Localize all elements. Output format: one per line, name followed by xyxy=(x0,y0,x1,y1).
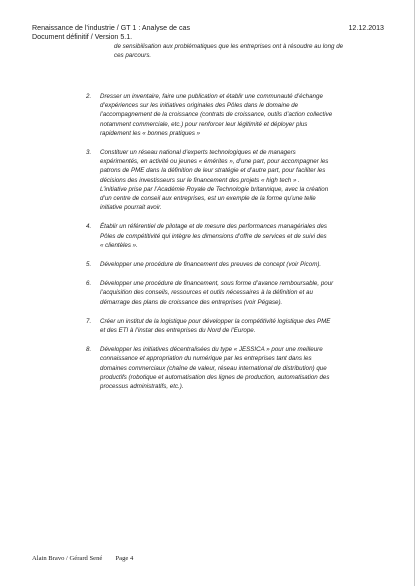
item-text-line: Dresser un inventaire, faire une publication et établir une communauté d’échange xyxy=(100,93,323,100)
header-title: Renaissance de l’industrie / GT 1 : Analyse de cas xyxy=(32,24,190,32)
item-text-line: notamment commerciale, etc.) pour renforcer leur légitimité et déployer plus xyxy=(100,120,308,128)
list-item xyxy=(86,260,378,269)
list-item xyxy=(86,279,378,307)
item-text-line: et des ETI à l’instar des entreprises du Nord de l’Europe. xyxy=(100,327,256,335)
item-text-line: Développer une procédure de financement des preuves de concept (voir Picom). xyxy=(100,261,322,269)
list-item xyxy=(86,148,378,212)
item-text-line: d’expériences sur les initiatives originales des Pôles dans le domaine de xyxy=(100,102,299,110)
item-text-line: « clientèles ». xyxy=(100,241,138,249)
item-text-line: patrons de PME dans la définition de leur stratégie et d’autre part, pour faciliter les xyxy=(100,167,326,175)
item-text-line: initiative pourrait avoir. xyxy=(100,204,162,212)
item-number: 3. xyxy=(86,149,92,157)
item-text-line: d’un centre de conseil aux entreprises, est un exemple de la forme qu’une telle xyxy=(100,195,316,203)
item-number: 2. xyxy=(86,93,92,100)
item-text-line: Créer un institut de la logistique pour développer la compétitivité logistique des PME xyxy=(100,317,331,325)
item-number: 4. xyxy=(86,223,92,231)
item-text-line: domaines commerciaux (chaîne de valeur, réseau international de distribution) que xyxy=(100,364,327,372)
item-text-line: démarrage des plans de croissance des entreprises (voir Pégase). xyxy=(100,298,283,306)
item-text-line: connaissance et appropriation du numérique par les entreprises tant dans les xyxy=(100,355,312,363)
list-item xyxy=(86,345,378,391)
page-header xyxy=(32,24,384,42)
intro-paragraph xyxy=(114,42,376,60)
item-text-line: Pôles de compétitivité qui intègre les dimensions d’offre de services et de suivi des xyxy=(100,232,327,240)
item-number: 5. xyxy=(86,261,92,269)
item-number: 8. xyxy=(86,346,92,354)
item-text-line: Développer une procédure de financement, sous forme d’avance remboursable, pour xyxy=(100,280,334,288)
intro-line: ces parcours. xyxy=(114,52,152,60)
recommendation-list xyxy=(86,92,378,401)
header-row-1 xyxy=(32,24,384,33)
item-text-line: Constituer un réseau national d’experts technologiques et de managers xyxy=(100,149,296,157)
item-text-line: l’acquisition des conseils, ressources et outils nécessaires à la définition et au xyxy=(100,289,313,297)
list-item xyxy=(86,222,378,250)
item-number: 6. xyxy=(86,280,92,288)
list-item xyxy=(86,92,378,138)
list-item xyxy=(86,317,378,335)
item-text-line: l’accompagnement de la croissance (contrats de croissance, outils d’action collective xyxy=(100,111,333,119)
intro-line: de sensibilisation aux problématiques que les entreprises ont à résoudre au long de xyxy=(114,43,344,50)
page-footer: Alain Bravo / Gérard Sené Page 4 xyxy=(32,555,134,562)
item-number: 7. xyxy=(86,317,92,325)
item-text-line: L’initiative prise par l’Académie Royale de Technologie britannique, avec la création xyxy=(100,185,329,193)
item-text-line: Développer les initiatives décentralisées du type « JESSICA » pour une meilleure xyxy=(100,346,323,354)
item-text-line: productifs (robotique et automatisation des lignes de production, automatisation des xyxy=(100,373,330,381)
item-text-line: rapidement les « bonnes pratiques » xyxy=(100,129,201,137)
item-text-line: décisions des investisseurs sur le financement des projets « high tech » . xyxy=(100,176,300,184)
header-date: 12.12.2013 xyxy=(348,24,384,32)
item-text-line: Établir un référentiel de pilotage et de mesure des performances managériales des xyxy=(100,223,328,231)
item-text-line: expérimentés, en activité ou jeunes « émérites », d’une part, pour accompagner les xyxy=(100,158,329,166)
item-text-line: processus administratifs, etc.). xyxy=(100,383,184,391)
header-version: Document définitif / Version 5.1. xyxy=(32,33,133,41)
